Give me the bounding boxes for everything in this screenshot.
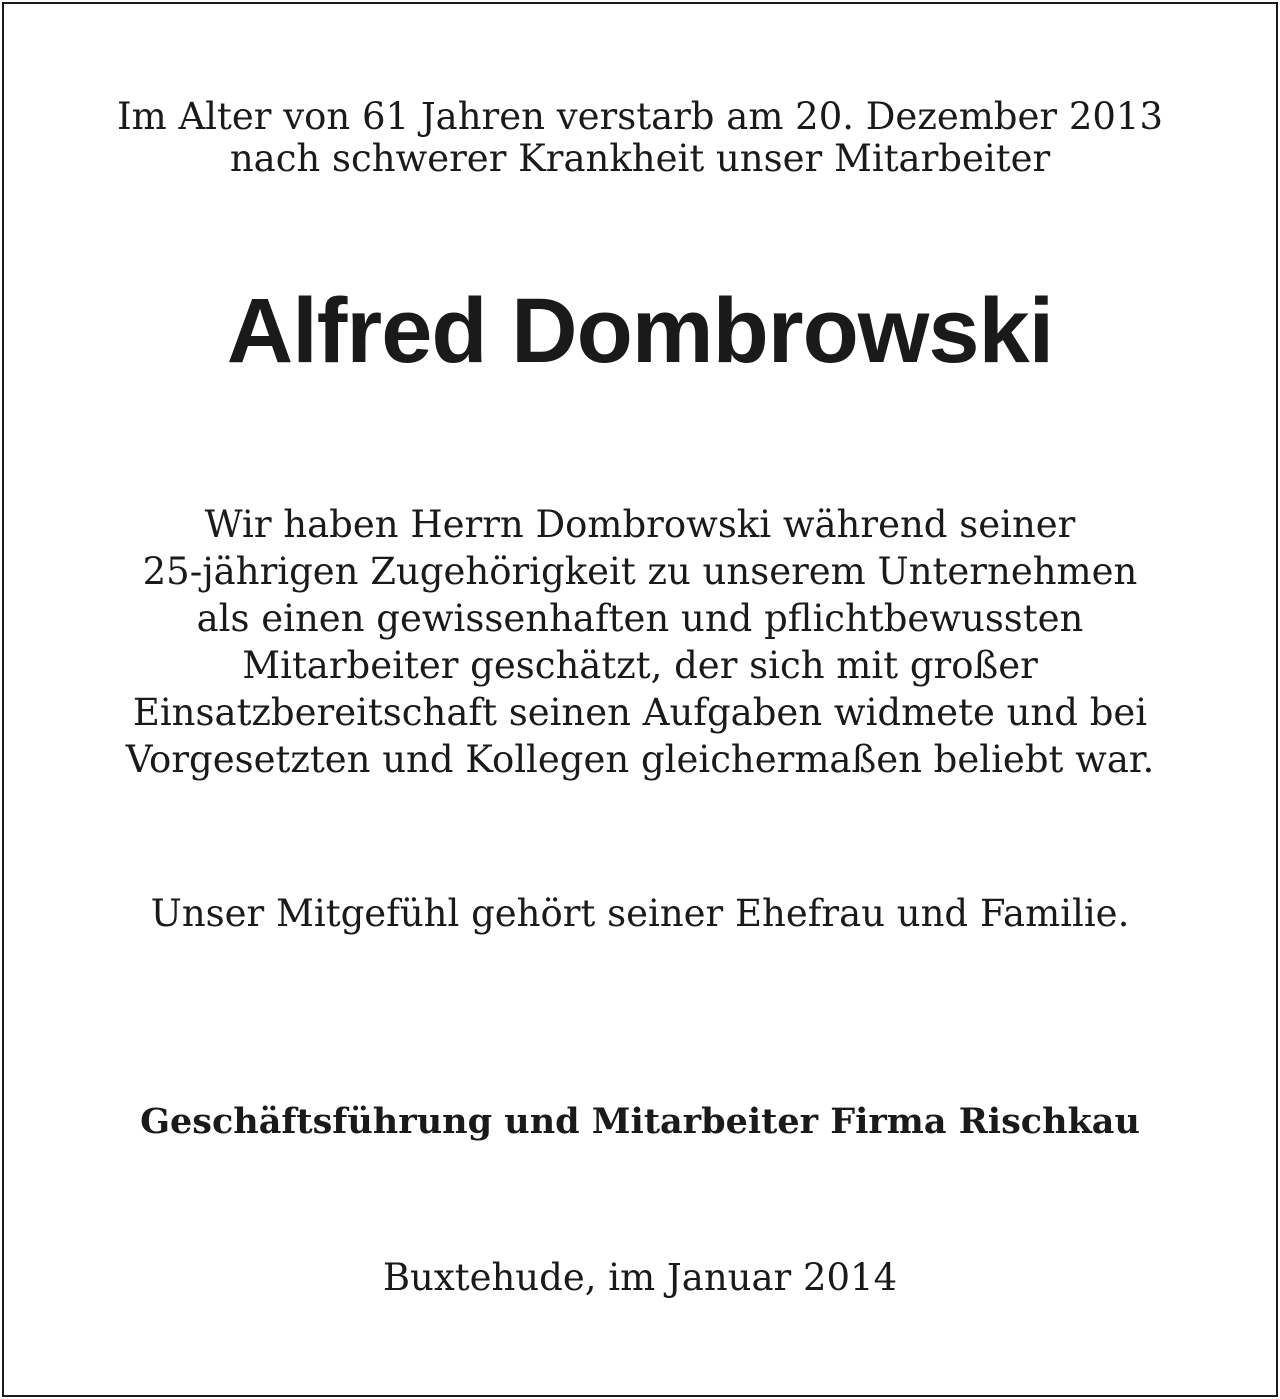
tribute-line-2: 25-jährigen Zugehörigkeit zu unserem Unternehmen [142, 550, 1138, 593]
intro-line-2: nach schwerer Krankheit unser Mitarbeiter [229, 137, 1051, 180]
obituary-notice [2, 2, 1278, 1397]
tribute-line-3: als einen gewissenhaften und pflichtbewussten [196, 597, 1084, 640]
tribute-line-5: Einsatzbereitschaft seinen Aufgaben widmete und bei [132, 691, 1148, 734]
condolence-text: Unser Mitgefühl gehört seiner Ehefrau und Familie. [150, 892, 1130, 935]
tribute-line-6: Vorgesetzten und Kollegen gleichermaßen beliebt war. [125, 738, 1155, 781]
tribute-text [4, 501, 1276, 783]
signature-text: Geschäftsführung und Mitarbeiter Firma Rischkau [140, 1101, 1140, 1142]
place-date-text: Buxtehude, im Januar 2014 [382, 1256, 898, 1299]
deceased-name: Alfred Dombrowski [226, 280, 1054, 382]
intro-text [4, 96, 1276, 180]
intro-line-1: Im Alter von 61 Jahren verstarb am 20. Dezember 2013 [116, 95, 1163, 138]
tribute-line-4: Mitarbeiter geschätzt, der sich mit großer [242, 644, 1038, 687]
tribute-line-1: Wir haben Herrn Dombrowski während seiner [204, 503, 1076, 546]
